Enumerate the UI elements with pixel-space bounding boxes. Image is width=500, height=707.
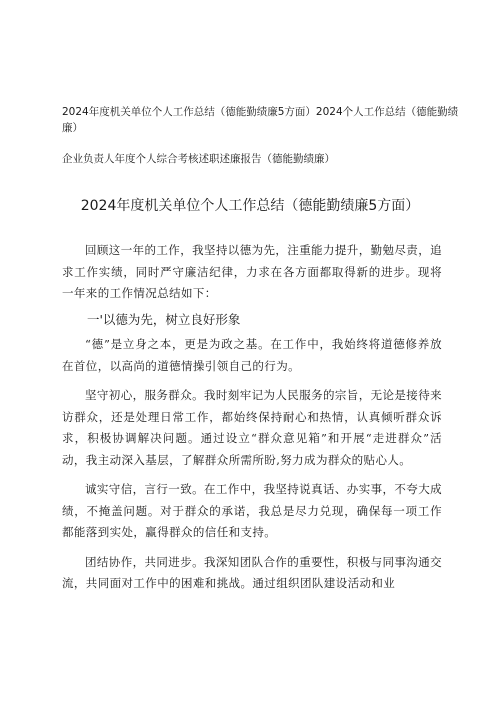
document-title: 2024年度机关单位个人工作总结（德能勤绩廉5方面） [80,198,420,214]
toc-entry-2[interactable]: 企业负责人年度个人综合考核述职述廉报告（德能勤绩廉） [62,153,335,165]
body-paragraph: “德”是立身之本，更是为政之基。在工作中，我始终将道德修养放在首位，以高尚的道德情操引领自己的行为。 [62,337,442,373]
body-paragraph: 团结协作，共同进步。我深知团队合作的重要性，积极与同事沟通交流，共同面对工作中的困难和挑战。通过组织团队建设活动和业 [62,554,442,590]
document-body [62,240,442,603]
body-paragraph: 坚守初心，服务群众。我时刻牢记为人民服务的宗旨，无论是接待来访群众，还是处理日常工作，都始终保持耐心和热情，认真倾听群众诉求，积极协调解决问题。通过设立“群众意见箱”和开展“走进群众”活动，我主动深入基层，了解群众所需所盼,努力成为群众的贴心人。 [62,388,442,467]
intro-paragraph: 回顾这一年的工作，我坚持以德为先，注重能力提升，勤勉尽责，追求工作实绩，同时严守廉洁纪律，力求在各方面都取得新的进步。现将一年来的工作情况总结如下： [62,243,442,300]
toc-entry-1[interactable]: 2024年度机关单位个人工作总结（德能勤绩廉5方面）2024个人工作总结（德能勤绩廉） [62,106,459,134]
section-heading: 一'以德为先，树立良好形象 [87,311,241,327]
body-paragraph: 诚实守信，言行一致。在工作中，我坚持说真话、办实事，不夸大成绩，不掩盖问题。对于群众的承诺，我总是尽力兑现，确保每一项工作都能落到实处，赢得群众的信任和支持。 [62,482,442,539]
